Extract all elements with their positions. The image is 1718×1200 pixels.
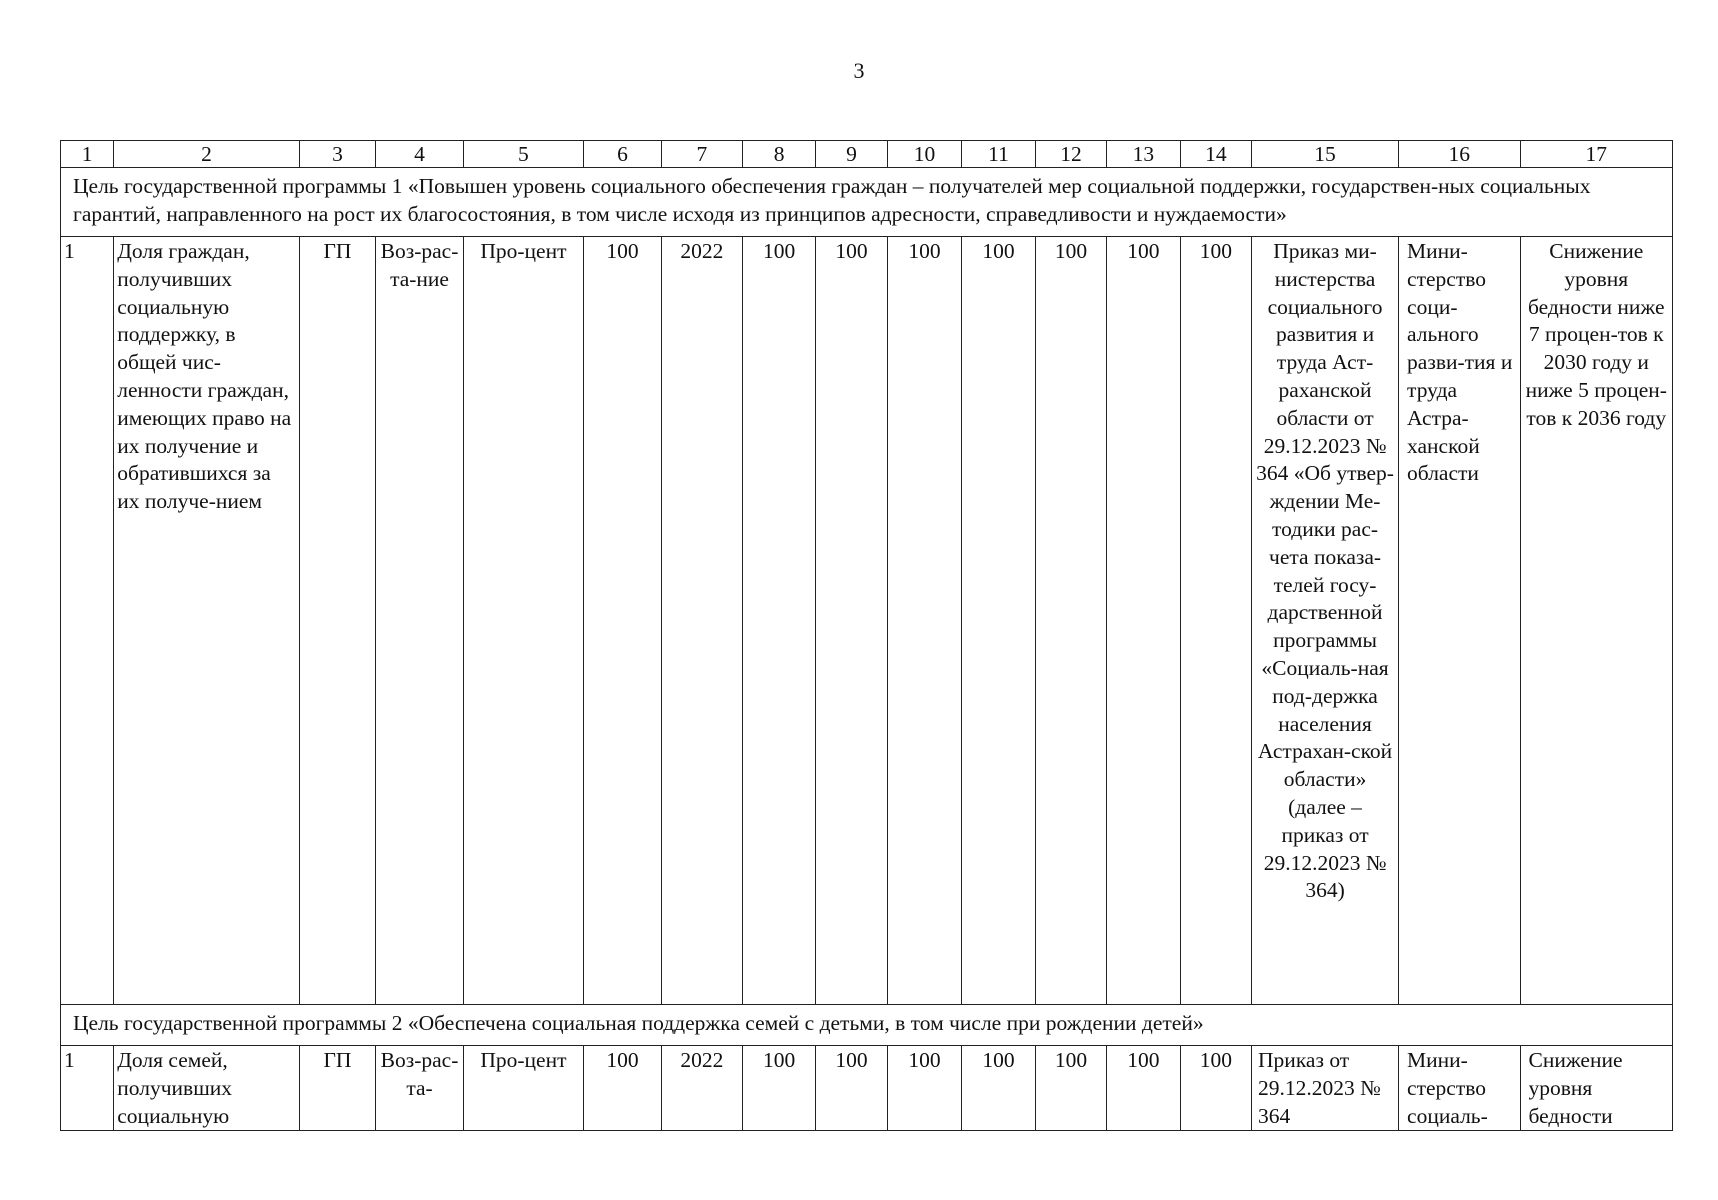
column-header: 17 xyxy=(1520,141,1673,168)
source-document: Приказ от 29.12.2023 № 364 xyxy=(1258,1048,1381,1128)
national-goal-link: Снижение уровня бедности ниже 7 процен-тов к 2030 году и ниже 5 процен-тов к 2036 году xyxy=(1520,237,1673,1005)
column-header: 14 xyxy=(1180,141,1251,168)
column-header: 6 xyxy=(584,141,662,168)
column-header: 12 xyxy=(1035,141,1106,168)
year-value: 100 xyxy=(1054,1048,1088,1072)
national-goal-link: Снижение уровня бедности xyxy=(1528,1048,1623,1128)
indicator-name: Доля семей, получивших социальную xyxy=(117,1048,232,1128)
page-number: 3 xyxy=(853,58,865,83)
year-value: 100 xyxy=(962,237,1036,1005)
indicator-trend: Воз-рас-та-ние xyxy=(376,237,463,1005)
responsible-body: Мини-стерство социаль- xyxy=(1407,1048,1488,1128)
column-header: 7 xyxy=(661,141,742,168)
year-value: 100 xyxy=(908,1048,941,1072)
year-value: 100 xyxy=(1127,1048,1160,1072)
column-header: 2 xyxy=(114,141,299,168)
column-header: 8 xyxy=(742,141,816,168)
unit-of-measure: Про-цент xyxy=(480,1048,567,1072)
indicator-trend: Воз-рас-та- xyxy=(380,1048,459,1100)
indicator-level: ГП xyxy=(323,1048,352,1072)
column-header: 9 xyxy=(816,141,887,168)
column-header: 15 xyxy=(1252,141,1399,168)
year-value: 100 xyxy=(887,237,962,1005)
year-value: 100 xyxy=(835,1048,868,1072)
goal-1-row xyxy=(61,168,1673,237)
column-header: 16 xyxy=(1399,141,1520,168)
year-value: 100 xyxy=(742,237,816,1005)
goal-1-title: Цель государственной программы 1 «Повышен уровень социального обеспечения граждан – получателей мер социальной поддержки, государствен-ных социальных гарантий, направленного на рост их благосостояния, в том числе исходя из принципов адресности, справедливости и нуждаемости» xyxy=(61,168,1673,237)
column-header: 5 xyxy=(463,141,583,168)
goal-2-title: Цель государственной программы 2 «Обеспечена социальная поддержка семей с детьми, в том числе при рождении детей» xyxy=(61,1005,1673,1046)
column-header: 11 xyxy=(962,141,1036,168)
year-value: 100 xyxy=(1180,237,1251,1005)
goal-2-row xyxy=(61,1005,1673,1046)
source-document: Приказ ми-нистерства социального развития и труда Аст-раханской области от 29.12.2023 № 364 «Об утвер-ждении Ме-тодики рас-чета показа-телей госу-дарственной программы «Социаль-ная под-держка населения Астрахан-ской области» (далее – приказ от 29.12.2023 № 364) xyxy=(1252,237,1399,1005)
row-number: 1 xyxy=(61,237,114,1005)
column-header: 4 xyxy=(376,141,463,168)
year-value: 100 xyxy=(982,1048,1015,1072)
column-header: 3 xyxy=(299,141,376,168)
responsible-body: Мини-стерство соци-ального разви-тия и труда Астра-ханской области xyxy=(1399,237,1520,1005)
indicator-level: ГП xyxy=(299,237,376,1005)
year-value: 100 xyxy=(1107,237,1181,1005)
base-year: 2022 xyxy=(680,1048,724,1072)
column-number-row xyxy=(61,141,1673,168)
base-year: 2022 xyxy=(661,237,742,1005)
column-header: 13 xyxy=(1107,141,1181,168)
indicators-table xyxy=(60,140,1673,1131)
column-header: 10 xyxy=(887,141,962,168)
unit-of-measure: Про-цент xyxy=(463,237,583,1005)
year-value: 100 xyxy=(816,237,887,1005)
row-number: 1 xyxy=(64,1048,75,1072)
base-value: 100 xyxy=(606,1048,639,1072)
indicator-1-row xyxy=(61,237,1673,1005)
year-value: 100 xyxy=(1199,1048,1232,1072)
indicator-2-row xyxy=(61,1046,1673,1131)
base-value: 100 xyxy=(584,237,662,1005)
year-value: 100 xyxy=(762,1048,796,1072)
column-header: 1 xyxy=(61,141,114,168)
year-value: 100 xyxy=(1035,237,1106,1005)
indicator-name: Доля граждан, получивших социальную поддержку, в общей чис-ленности граждан, имеющих право на их получение и обратившихся за их получе-нием xyxy=(114,237,299,1005)
